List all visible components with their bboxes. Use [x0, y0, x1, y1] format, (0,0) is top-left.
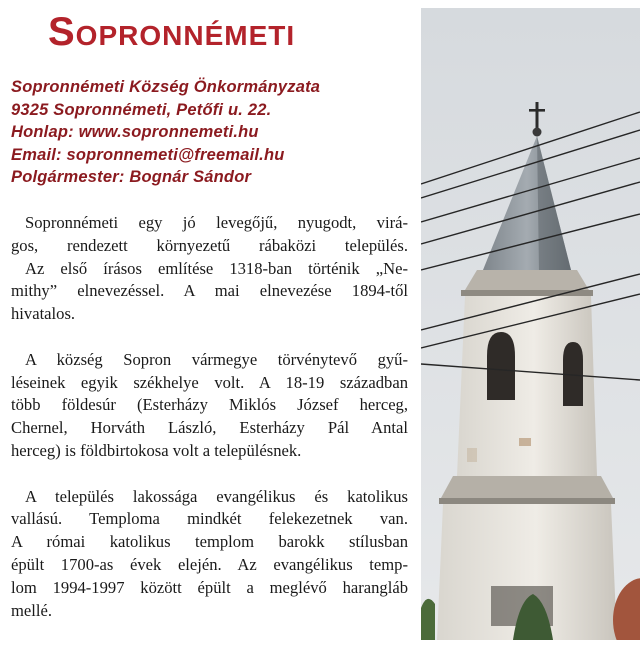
body-text — [11, 212, 408, 645]
paragraph-line: A római katolikus templom barokk stílusban — [11, 532, 408, 552]
page-title: Sopronnémeti — [48, 10, 296, 54]
paragraph-line: Az első írásos említése 1318-ban történik „Ne- — [25, 258, 408, 278]
paragraph-line: lom 1994-1997 között épült a meglévő harangláb — [11, 577, 408, 597]
paragraph-history — [11, 349, 408, 463]
church-tower-illustration — [421, 8, 640, 640]
church-tower-photo — [421, 8, 640, 640]
paragraph-line: több földesúr (Esterházy Miklós József herceg, — [11, 395, 408, 415]
contact-website[interactable]: Honlap: www.sopronnemeti.hu — [11, 123, 259, 141]
paragraph-line: Sopronnémeti egy jó levegőjű, nyugodt, virá- — [25, 213, 408, 232]
paragraph-religion — [11, 486, 408, 623]
contact-organization: Sopronnémeti Község Önkormányzata — [11, 78, 321, 96]
contact-mayor: Polgármester: Bognár Sándor — [11, 168, 252, 186]
tower-window-left — [487, 332, 515, 400]
paragraph-line: mellé. — [11, 600, 53, 620]
contact-block — [11, 76, 416, 189]
tower-cornice-lower — [441, 476, 613, 498]
contact-address: 9325 Sopronnémeti, Petőfi u. 22. — [11, 100, 272, 119]
contact-email[interactable]: Email: sopronnemeti@freemail.hu — [11, 145, 285, 164]
paragraph-line: mithy” elnevezéssel. A mai elnevezése 1894-től — [11, 281, 408, 301]
paragraph-line: vallású. Temploma mindkét felekezetnek van. — [11, 509, 408, 529]
paragraph-line: gos, rendezett környezetű rábaközi település. — [11, 235, 408, 255]
paragraph-line: léseinek egyik székhelye volt. A 18-19 században — [11, 372, 408, 392]
paragraph-line: épült 1700-as évek elején. Az evangélikus temp- — [11, 554, 408, 574]
paragraph-line: hivatalos. — [11, 304, 76, 324]
paragraph-line: herceg) is földbirtokosa volt a településnek. — [11, 440, 302, 460]
paragraph-line: A község Sopron vármegye törvénytevő gyű- — [25, 349, 408, 369]
tower-cornice-upper — [465, 270, 589, 290]
paragraph-line: A település lakossága evangélikus és katolikus — [25, 486, 408, 506]
paragraph-line: Chernel, Horváth László, Esterházy Pál Antal — [11, 418, 408, 438]
paragraph-intro — [11, 212, 408, 326]
